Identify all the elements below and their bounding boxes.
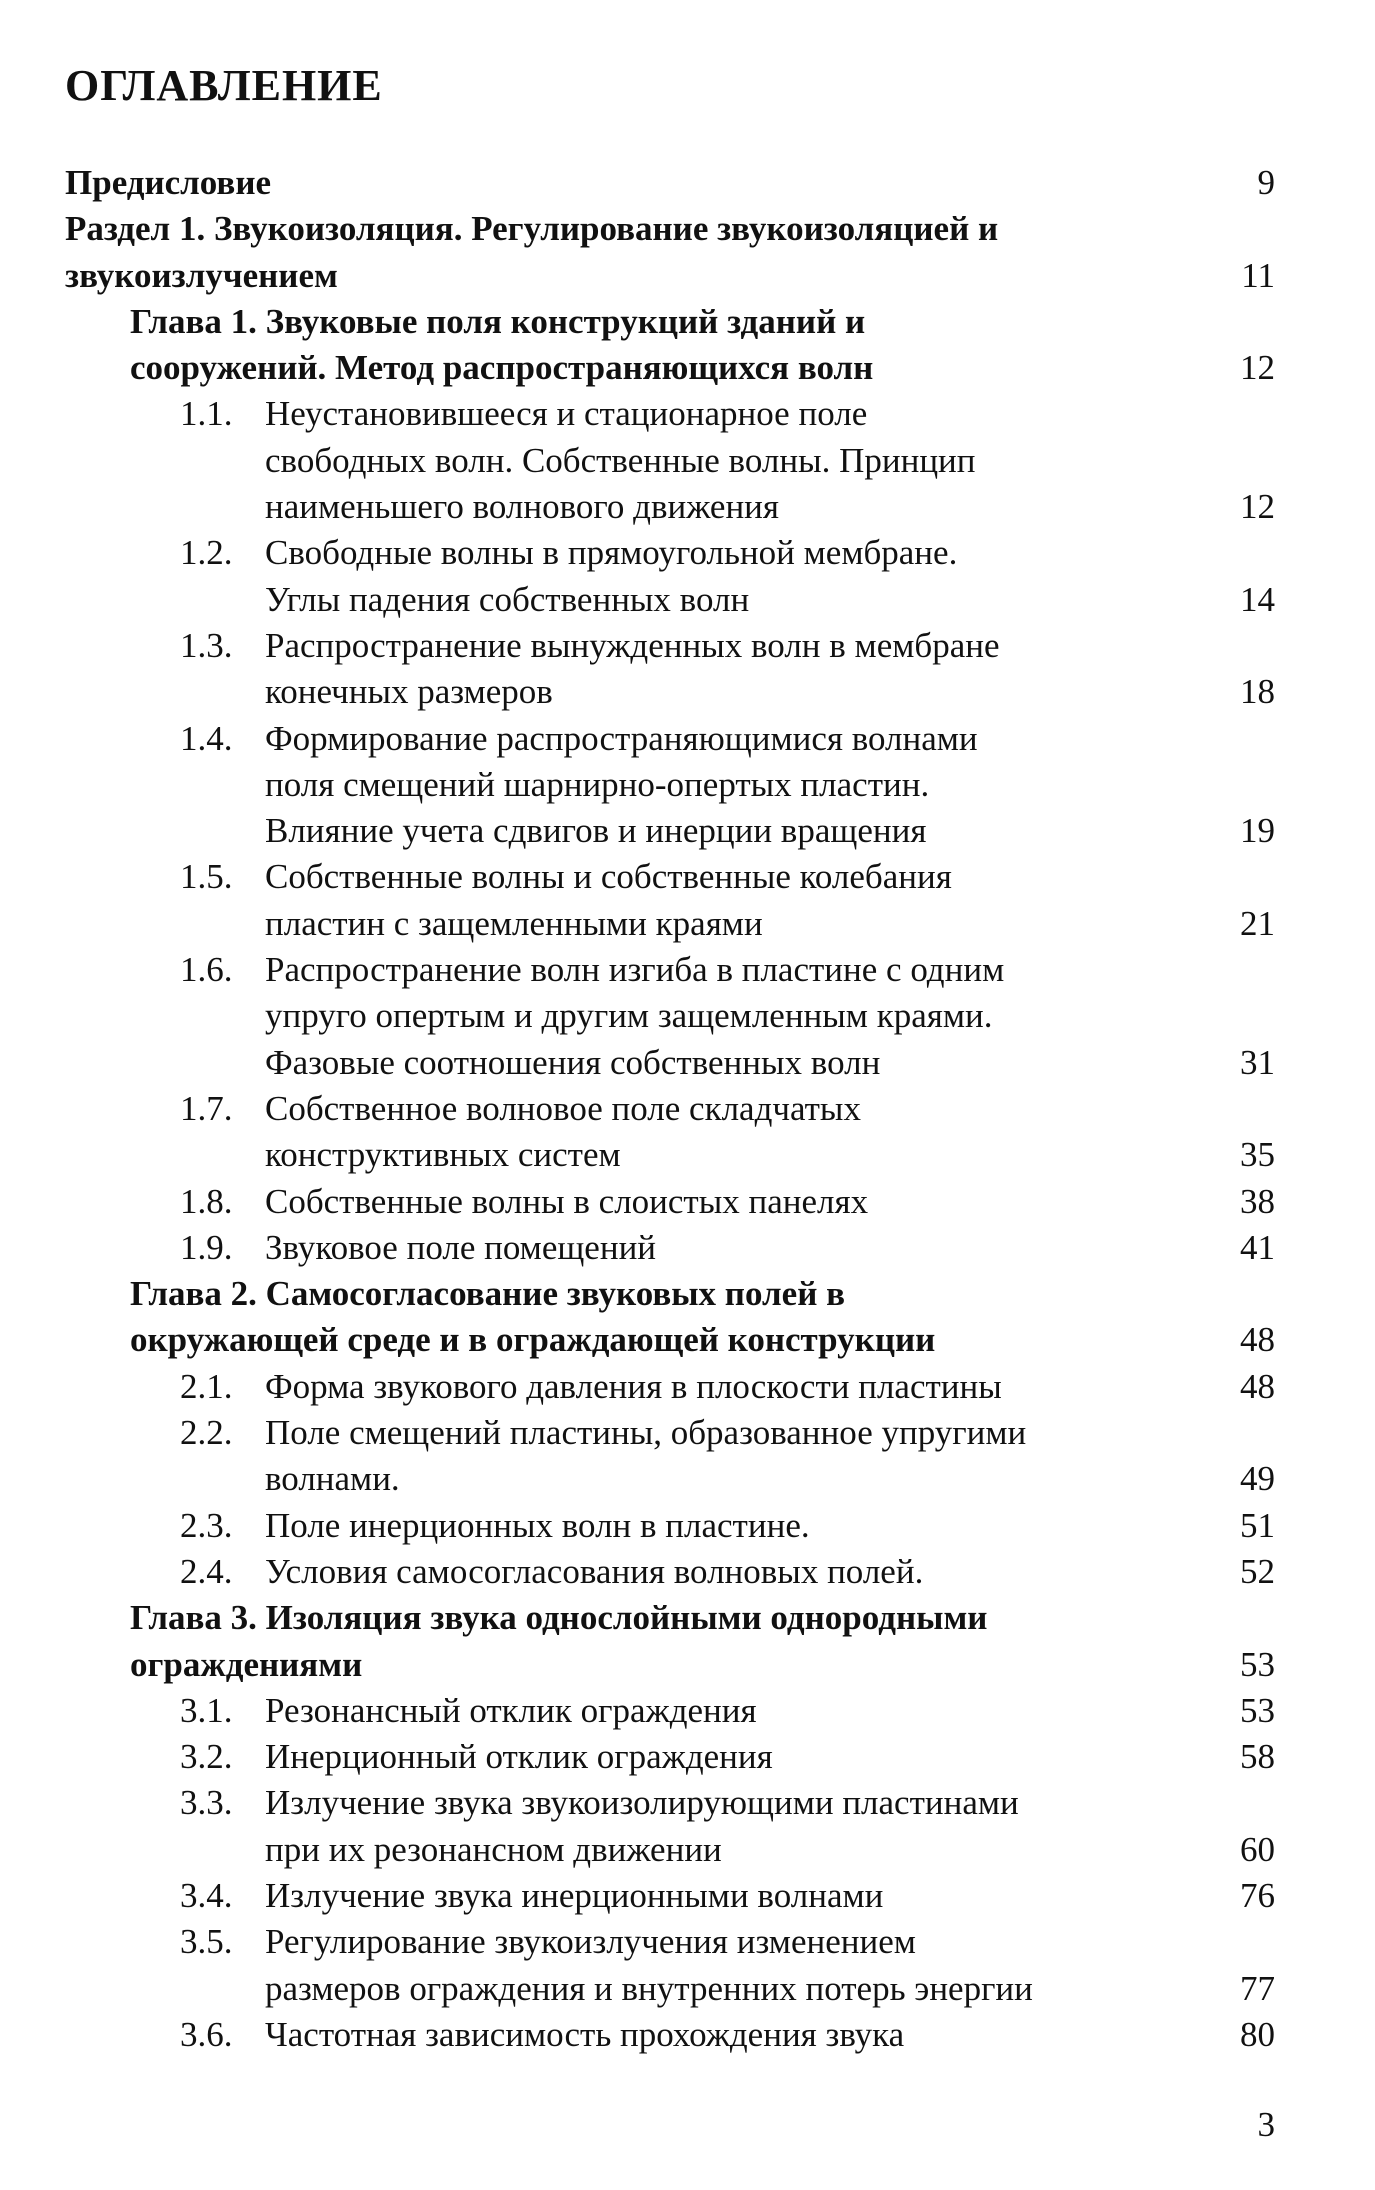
- table-of-contents: [0, 160, 1375, 2058]
- toc-entry-number: 2.3.: [180, 1505, 233, 1545]
- toc-entry-page: 31: [1240, 1042, 1275, 1082]
- toc-chapter-entry[interactable]: [130, 1595, 1375, 1688]
- toc-entry-number: 1.3.: [180, 625, 233, 665]
- toc-entry-number: 2.4.: [180, 1551, 233, 1591]
- toc-entry-text: Инерционный отклик ограждения: [265, 1737, 773, 1777]
- toc-entry-number: 3.5.: [180, 1922, 233, 1962]
- toc-entry-number: 1.9.: [180, 1227, 233, 1267]
- toc-entry-text: Излучение звука инерционными волнами: [265, 1875, 884, 1915]
- toc-entry-text: Частотная зависимость прохождения звука: [265, 2014, 905, 2054]
- toc-entry-text: упруго опертым и другим защемленным краями.: [265, 996, 993, 1036]
- toc-entry-page: 18: [1240, 672, 1275, 712]
- toc-entry-text: Влияние учета сдвигов и инерции вращения: [265, 811, 927, 851]
- toc-entry-text: Распространение вынужденных волн в мембране: [265, 625, 1000, 665]
- toc-entry-page: 48: [1240, 1366, 1275, 1406]
- toc-subsection-entry[interactable]: [0, 2012, 1375, 2058]
- toc-subsection-entry[interactable]: [0, 1364, 1375, 1410]
- toc-entry-text: Звуковое поле помещений: [265, 1227, 657, 1267]
- toc-subsection-entry[interactable]: [0, 1225, 1375, 1271]
- toc-entry-text: Глава 2. Самосогласование звуковых полей в: [130, 1274, 846, 1314]
- toc-subsection-entry[interactable]: [0, 1919, 1375, 2012]
- toc-entry-number: 1.5.: [180, 857, 233, 897]
- toc-entry-page: 60: [1240, 1829, 1275, 1869]
- toc-entry-page: 53: [1240, 1690, 1275, 1730]
- toc-entry-text: Распространение волн изгиба в пластине с одним: [265, 950, 1005, 990]
- toc-entry-page: 19: [1240, 811, 1275, 851]
- toc-entry-number: 3.3.: [180, 1783, 233, 1823]
- toc-entry-page: 11: [1241, 255, 1275, 295]
- toc-entry-text: Собственное волновое поле складчатых: [265, 1088, 861, 1128]
- toc-subsection-entry[interactable]: [0, 391, 1375, 530]
- toc-entry-page: 49: [1240, 1459, 1275, 1499]
- toc-entry-number: 3.1.: [180, 1690, 233, 1730]
- toc-entry-number: 1.1.: [180, 394, 233, 434]
- toc-entry-text: ограждениями: [130, 1644, 363, 1684]
- toc-entry-text: Свободные волны в прямоугольной мембране.: [265, 533, 958, 573]
- toc-entry-text: Условия самосогласования волновых полей.: [265, 1551, 924, 1591]
- toc-entry-number: 2.1.: [180, 1366, 233, 1406]
- toc-entry-text: поля смещений шарнирно-опертых пластин.: [265, 764, 930, 804]
- toc-entry-page: 58: [1240, 1737, 1275, 1777]
- toc-subsection-entry[interactable]: [0, 623, 1375, 716]
- toc-entry-page: 77: [1240, 1968, 1275, 2008]
- toc-entry-number: 1.4.: [180, 718, 233, 758]
- toc-entry-text: Поле инерционных волн в пластине.: [265, 1505, 810, 1545]
- toc-subsection-entry[interactable]: [0, 530, 1375, 623]
- toc-entry-page: 52: [1240, 1551, 1275, 1591]
- toc-subsection-entry[interactable]: [0, 947, 1375, 1086]
- toc-entry-text: пластин с защемленными краями: [265, 903, 763, 943]
- toc-entry-text: Глава 3. Изоляция звука однослойными однородными: [130, 1598, 988, 1638]
- toc-chapter-entry[interactable]: [130, 299, 1375, 392]
- toc-entry-text: размеров ограждения и внутренних потерь энергии: [265, 1968, 1033, 2008]
- toc-subsection-entry[interactable]: [0, 1734, 1375, 1780]
- toc-entry-text: Форма звукового давления в плоскости пластины: [265, 1366, 1002, 1406]
- toc-entry-page: 53: [1240, 1644, 1275, 1684]
- page-number: 3: [1257, 2105, 1275, 2144]
- toc-entry-page: 76: [1240, 1875, 1275, 1915]
- toc-entry-page: 80: [1240, 2014, 1275, 2054]
- toc-entry-text: Раздел 1. Звукоизоляция. Регулирование звукоизоляцией и: [65, 209, 999, 249]
- toc-entry-text: Резонансный отклик ограждения: [265, 1690, 757, 1730]
- toc-entry-number: 3.6.: [180, 2014, 233, 2054]
- toc-entry-text: Излучение звука звукоизолирующими пластинами: [265, 1783, 1019, 1823]
- toc-entry-text: конструктивных систем: [265, 1135, 621, 1175]
- toc-subsection-entry[interactable]: [0, 1410, 1375, 1503]
- toc-entry-page: 21: [1240, 903, 1275, 943]
- toc-title: ОГЛАВЛЕНИЕ: [65, 61, 383, 110]
- toc-entry-text: Поле смещений пластины, образованное упругими: [265, 1413, 1027, 1453]
- toc-subsection-entry[interactable]: [0, 716, 1375, 855]
- toc-subsection-entry[interactable]: [0, 1780, 1375, 1873]
- toc-section-entry[interactable]: [65, 206, 1375, 299]
- toc-entry-text: Предисловие: [65, 163, 272, 202]
- toc-entry-page: 9: [1257, 163, 1275, 202]
- toc-section-entry[interactable]: [65, 160, 1375, 206]
- toc-entry-page: 38: [1240, 1181, 1275, 1221]
- toc-chapter-entry[interactable]: [130, 1271, 1375, 1364]
- toc-subsection-entry[interactable]: [0, 1549, 1375, 1595]
- toc-subsection-entry[interactable]: [0, 1179, 1375, 1225]
- toc-subsection-entry[interactable]: [0, 1503, 1375, 1549]
- toc-subsection-entry[interactable]: [0, 1873, 1375, 1919]
- toc-entry-text: свободных волн. Собственные волны. Принцип: [265, 440, 976, 480]
- toc-entry-text: Фазовые соотношения собственных волн: [265, 1042, 881, 1082]
- toc-entry-number: 3.2.: [180, 1737, 233, 1777]
- toc-entry-number: 1.6.: [180, 950, 233, 990]
- toc-entry-number: 1.2.: [180, 533, 233, 573]
- toc-entry-text: волнами.: [265, 1459, 400, 1499]
- toc-entry-text: Формирование распространяющимися волнами: [265, 718, 978, 758]
- toc-entry-text: при их резонансном движении: [265, 1829, 722, 1869]
- toc-entry-text: Собственные волны в слоистых панелях: [265, 1181, 869, 1221]
- toc-entry-text: Собственные волны и собственные колебания: [265, 857, 952, 897]
- toc-entry-text: окружающей среде и в ограждающей конструкции: [130, 1320, 936, 1360]
- toc-entry-page: 41: [1240, 1227, 1275, 1267]
- toc-entry-page: 12: [1240, 348, 1275, 388]
- toc-entry-text: звукоизлучением: [65, 255, 338, 295]
- toc-entry-text: Глава 1. Звуковые поля конструкций зданий и: [130, 301, 866, 341]
- toc-entry-text: сооружений. Метод распространяющихся волн: [130, 348, 874, 388]
- toc-entry-number: 1.8.: [180, 1181, 233, 1221]
- toc-entry-page: 48: [1240, 1320, 1275, 1360]
- toc-entry-page: 12: [1240, 487, 1275, 527]
- toc-entry-number: 2.2.: [180, 1413, 233, 1453]
- toc-entry-page: 14: [1240, 579, 1275, 619]
- toc-entry-text: Регулирование звукоизлучения изменением: [265, 1922, 916, 1962]
- toc-entry-number: 1.7.: [180, 1088, 233, 1128]
- toc-entry-text: Углы падения собственных волн: [265, 579, 750, 619]
- toc-entry-text: конечных размеров: [265, 672, 553, 712]
- toc-entry-page: 51: [1240, 1505, 1275, 1545]
- toc-subsection-entry[interactable]: [0, 854, 1375, 947]
- toc-subsection-entry[interactable]: [0, 1688, 1375, 1734]
- toc-entry-page: 35: [1240, 1135, 1275, 1175]
- toc-entry-text: Неустановившееся и стационарное поле: [265, 394, 868, 434]
- toc-entry-number: 3.4.: [180, 1875, 233, 1915]
- toc-entry-text: наименьшего волнового движения: [265, 487, 780, 527]
- toc-subsection-entry[interactable]: [0, 1086, 1375, 1179]
